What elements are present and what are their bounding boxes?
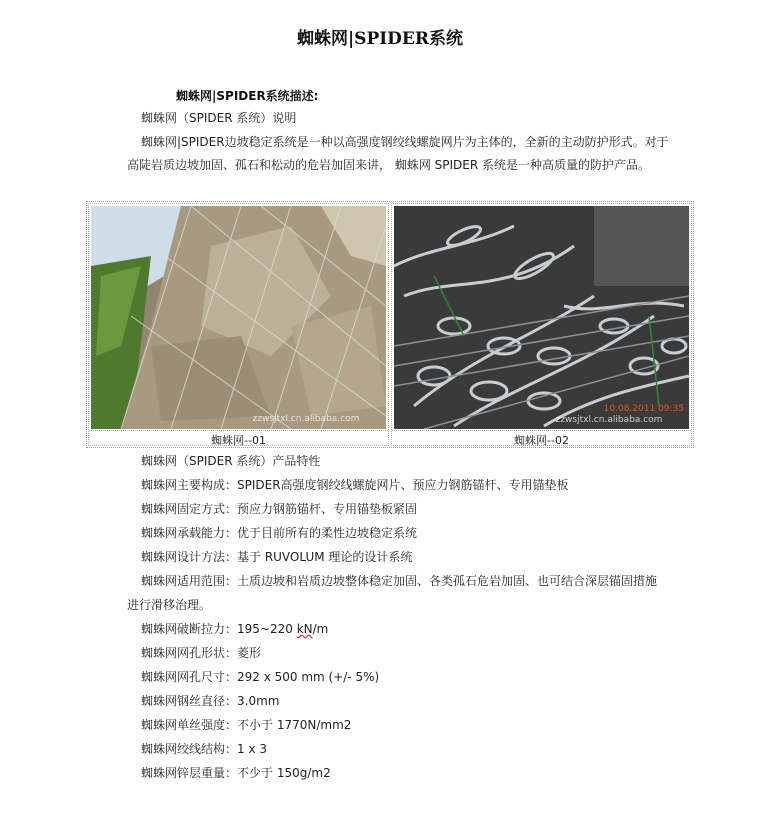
spec-zinc: 蜘蛛网锌层重量：不少于 150g/m2 xyxy=(141,766,331,780)
spec-design: 蜘蛛网设计方法：基于 RUVOLUM 理论的设计系统 xyxy=(141,550,413,564)
photo-cell-01 xyxy=(88,203,389,446)
spec-scope-line-2: 进行滑移治理。 xyxy=(127,598,212,612)
photo-01-caption: 蜘蛛网--01 xyxy=(211,434,266,447)
spec-strength-unit: kN xyxy=(296,622,313,636)
spec-strength-label: 蜘蛛网破断拉力：195~220 xyxy=(141,622,297,636)
description-heading: 蜘蛛网|SPIDER系统描述: xyxy=(176,89,319,103)
spec-fixing: 蜘蛛网固定方式：预应力钢筋锚杆、专用锚垫板紧固 xyxy=(141,502,418,516)
photo-02-caption: 蜘蛛网--02 xyxy=(514,434,569,447)
spec-wire-diameter: 蜘蛛网钢丝直径：3.0mm xyxy=(141,694,280,708)
spec-composition: 蜘蛛网主要构成：SPIDER高强度钢绞线螺旋网片、预应力钢筋锚杆、专用锚垫板 xyxy=(141,478,569,492)
photo-01-watermark: zzwsjtxl.cn.alibaba.com xyxy=(252,414,360,424)
photo-02-date-stamp: 10.08.2011 09:35 xyxy=(603,404,684,414)
spec-capacity: 蜘蛛网承载能力：优于目前所有的柔性边坡稳定系统 xyxy=(141,526,418,540)
intro-line-2: 蜘蛛网|SPIDER边坡稳定系统是一种以高强度钢绞线螺旋网片为主体的，全新的主动防护形式。对于 xyxy=(141,135,669,149)
spec-strength xyxy=(141,621,328,637)
spec-strength-unit-tail: /m xyxy=(312,622,329,636)
photo-cell-02 xyxy=(391,203,692,446)
intro-line-1: 蜘蛛网（SPIDER 系统）说明 xyxy=(141,111,297,125)
spec-shape: 蜘蛛网网孔形状：菱形 xyxy=(141,646,262,660)
page-title: 蜘蛛网|SPIDER系统 xyxy=(296,29,464,49)
intro-line-3: 高陡岩质边坡加固、孤石和松动的危岩加固来讲， 蜘蛛网 SPIDER 系统是一种高质量的防护产品。 xyxy=(127,158,650,172)
photo-02-watermark: zzwsjtxl.cn.alibaba.com xyxy=(555,415,663,425)
photo-02-spiral-mesh xyxy=(394,206,689,429)
spec-scope-line-1: 蜘蛛网适用范围：土质边坡和岩质边坡整体稳定加固、各类孤石危岩加固、也可结合深层锚固措施 xyxy=(141,574,658,588)
photo-01-rock-slope xyxy=(91,206,386,429)
spec-strand: 蜘蛛网绞线结构：1 x 3 xyxy=(141,742,268,756)
photo-02-divider xyxy=(392,430,691,431)
photo-table xyxy=(86,201,694,448)
photo-01-divider xyxy=(89,430,388,431)
spec-mesh-size: 蜘蛛网网孔尺寸：292 x 500 mm (+/- 5%) xyxy=(141,670,380,684)
spec-wire-strength: 蜘蛛网单丝强度：不小于 1770N/mm2 xyxy=(141,718,352,732)
specs-heading: 蜘蛛网（SPIDER 系统）产品特性 xyxy=(141,454,321,468)
